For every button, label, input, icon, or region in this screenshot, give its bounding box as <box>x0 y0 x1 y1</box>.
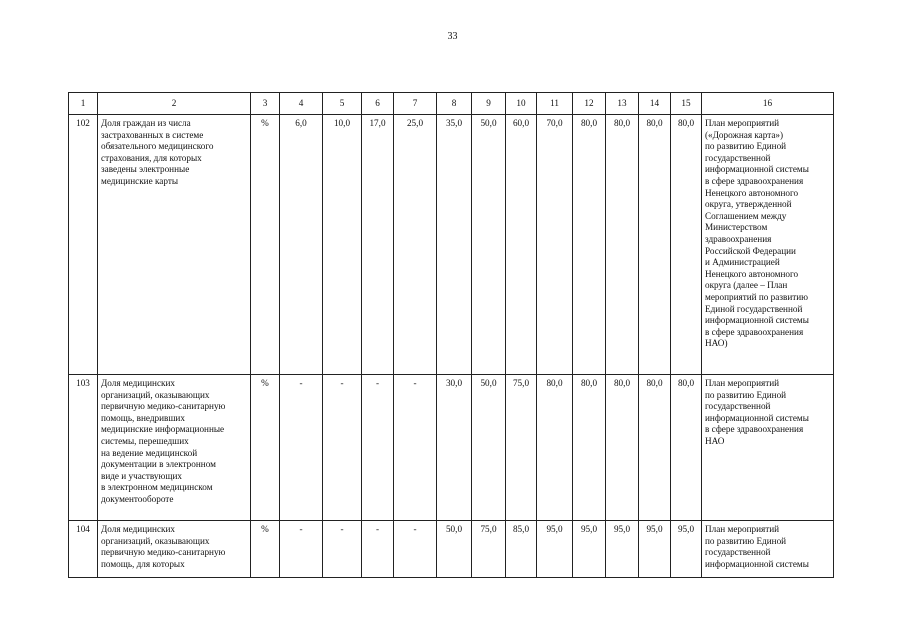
value-cell <box>280 521 323 578</box>
value-cell-text: 50,0 <box>480 118 497 128</box>
value-cell <box>537 115 573 375</box>
value-cell-text: 80,0 <box>677 378 695 388</box>
header-cell: 15 <box>671 93 702 115</box>
header-row <box>69 93 834 115</box>
value-cell <box>639 115 671 375</box>
indicator-name <box>98 521 251 578</box>
value-cell <box>573 375 606 521</box>
value-cell-text: 75,0 <box>512 378 530 388</box>
value-cell-text: 80,0 <box>613 378 631 388</box>
value-cell-text: - <box>413 524 417 534</box>
row-number-text: 102 <box>76 118 90 128</box>
header-cell: 4 <box>280 93 323 115</box>
value-cell <box>606 521 639 578</box>
value-cell <box>639 375 671 521</box>
header-cell: 3 <box>251 93 280 115</box>
value-cell <box>323 521 362 578</box>
source-document <box>702 115 834 375</box>
value-cell-text: - <box>299 524 303 534</box>
value-cell <box>573 115 606 375</box>
value-cell <box>437 375 472 521</box>
header-cell: 6 <box>362 93 394 115</box>
table-row <box>69 115 834 375</box>
value-cell <box>362 521 394 578</box>
value-cell-text: 95,0 <box>613 524 631 534</box>
value-cell <box>394 115 437 375</box>
value-cell-text: 80,0 <box>677 118 695 128</box>
value-cell-text: 80,0 <box>546 378 563 388</box>
value-cell-text: 35,0 <box>445 118 463 128</box>
value-cell-text: 95,0 <box>546 524 563 534</box>
value-cell-text: 60,0 <box>512 118 530 128</box>
value-cell <box>472 115 506 375</box>
header-cell: 11 <box>537 93 573 115</box>
value-cell <box>362 115 394 375</box>
row-number <box>69 375 98 521</box>
value-cell <box>671 521 702 578</box>
indicator-name-text: Доля медицинских организаций, оказывающих первичную медико-санитарную помощь, внедривших медицинские информационные системы, перешедших на ведение медицинской документации в электронном виде и участвующих в электронном медицинском документообороте <box>101 378 226 504</box>
value-cell <box>437 115 472 375</box>
value-cell <box>362 375 394 521</box>
value-cell <box>323 375 362 521</box>
value-cell-text: 80,0 <box>613 118 631 128</box>
row-number-text: 103 <box>76 378 90 388</box>
unit-text: % <box>261 378 269 388</box>
value-cell <box>671 375 702 521</box>
indicators-table <box>68 92 834 578</box>
unit-text: % <box>261 524 269 534</box>
indicator-name-text: Доля граждан из числа застрахованных в системе обязательного медицинского страхования, для которых заведены электронные медицинские карты <box>101 118 214 186</box>
value-cell-text: 70,0 <box>546 118 563 128</box>
unit-text: % <box>261 118 269 128</box>
value-cell <box>472 375 506 521</box>
header-cell: 16 <box>702 93 834 115</box>
value-cell-text: - <box>375 524 380 534</box>
value-cell-text: 50,0 <box>480 378 497 388</box>
value-cell <box>394 521 437 578</box>
unit <box>251 521 280 578</box>
header-cell: 10 <box>506 93 537 115</box>
value-cell-text: 80,0 <box>646 118 663 128</box>
unit <box>251 115 280 375</box>
value-cell-text: 75,0 <box>480 524 497 534</box>
value-cell-text: - <box>413 378 417 388</box>
value-cell-text: 85,0 <box>512 524 530 534</box>
table-row <box>69 375 834 521</box>
source-document-text: План мероприятий по развитию Единой государственной информационной системы <box>705 524 809 569</box>
source-document <box>702 375 834 521</box>
value-cell <box>537 375 573 521</box>
table-row <box>69 521 834 578</box>
value-cell-text: 6,0 <box>295 118 307 128</box>
indicator-name-text: Доля медицинских организаций, оказывающих первичную медико-санитарную помощь, для которых <box>101 524 226 569</box>
row-number-text: 104 <box>76 524 90 534</box>
value-cell-text: - <box>340 378 344 388</box>
value-cell <box>437 521 472 578</box>
value-cell <box>573 521 606 578</box>
value-cell <box>280 375 323 521</box>
row-number <box>69 115 98 375</box>
value-cell-text: 25,0 <box>406 118 424 128</box>
value-cell <box>537 521 573 578</box>
value-cell <box>506 115 537 375</box>
indicator-name <box>98 375 251 521</box>
value-cell <box>323 115 362 375</box>
value-cell-text: - <box>375 378 380 388</box>
value-cell-text: 50,0 <box>445 524 463 534</box>
unit <box>251 375 280 521</box>
source-document-text: План мероприятий по развитию Единой государственной информационной системы в сфере здравоохранения НАО <box>705 378 809 446</box>
header-cell: 8 <box>437 93 472 115</box>
value-cell <box>639 521 671 578</box>
header-cell: 9 <box>472 93 506 115</box>
header-cell: 12 <box>573 93 606 115</box>
header-cell: 7 <box>394 93 437 115</box>
value-cell <box>671 115 702 375</box>
row-number <box>69 521 98 578</box>
value-cell-text: 80,0 <box>646 378 663 388</box>
value-cell <box>506 375 537 521</box>
value-cell-text: - <box>340 524 344 534</box>
value-cell-text: 95,0 <box>646 524 663 534</box>
source-document <box>702 521 834 578</box>
value-cell-text: 80,0 <box>580 118 598 128</box>
header-cell: 14 <box>639 93 671 115</box>
page-number: 33 <box>447 31 458 42</box>
value-cell-text: 95,0 <box>677 524 695 534</box>
header-cell: 2 <box>98 93 251 115</box>
value-cell-text: 17,0 <box>369 118 386 128</box>
value-cell-text: 80,0 <box>580 378 598 388</box>
header-cell: 5 <box>323 93 362 115</box>
value-cell-text: 30,0 <box>445 378 463 388</box>
value-cell <box>606 375 639 521</box>
header-cell: 1 <box>69 93 98 115</box>
indicator-name <box>98 115 251 375</box>
value-cell-text: 10,0 <box>333 118 351 128</box>
value-cell <box>472 521 506 578</box>
header-cell: 13 <box>606 93 639 115</box>
value-cell <box>506 521 537 578</box>
value-cell-text: - <box>299 378 303 388</box>
value-cell-text: 95,0 <box>580 524 598 534</box>
value-cell <box>394 375 437 521</box>
source-document-text: План мероприятий («Дорожная карта») по развитию Единой государственной информационной системы в сфере здравоохранения Ненецкого автономного округа, утвержденной Соглашением между Министерством здравоохранения Российской Федерации и Администрацией Ненецкого автономного округа (далее – План мероприятий по развитию Единой государственной информационной системы в сфере здравоохранения НАО) <box>705 118 809 349</box>
value-cell <box>606 115 639 375</box>
value-cell <box>280 115 323 375</box>
